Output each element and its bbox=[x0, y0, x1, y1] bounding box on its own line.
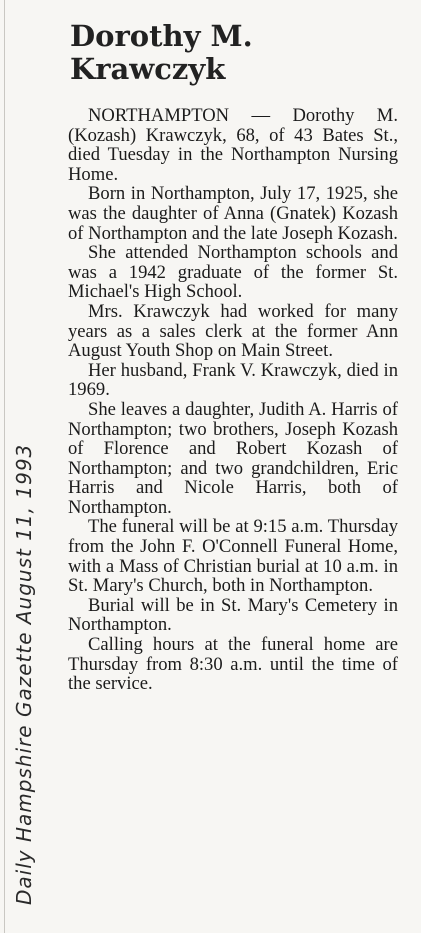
headline-line-1: Dorothy M. bbox=[70, 19, 253, 53]
paragraph-survivors: She leaves a daughter, Judith A. Harris of Northampton; two brothers, Joseph Kozash of Florence and Robert Kozash of Northampton; and two grandchildren, Eric Harris and Nicole Harris, both of Northampton. bbox=[68, 398, 398, 518]
handwritten-source-note: Daily Hampshire Gazette August 11, 1993 bbox=[12, 443, 36, 905]
paragraph-career: Mrs. Krawczyk had worked for many years as a sales clerk at the former Ann August Youth Shop on Main Street. bbox=[68, 300, 398, 362]
paragraph-burial: Burial will be in St. Mary's Cemetery in Northampton. bbox=[68, 594, 398, 636]
paragraph-husband: Her husband, Frank V. Krawczyk, died in 1969. bbox=[68, 359, 398, 401]
headline-line-2: Krawczyk bbox=[70, 52, 226, 86]
paragraph-funeral: The funeral will be at 9:15 a.m. Thursday from the John F. O'Connell Funeral Home, with a Mass of Christian burial at 10 a.m. in St. Mary's Church, both in Northampton. bbox=[68, 516, 398, 597]
paragraph-education: She attended Northampton schools and was a 1942 graduate of the former St. Michael's High School. bbox=[68, 242, 398, 303]
obituary-body bbox=[68, 106, 398, 694]
obituary-headline bbox=[70, 20, 410, 86]
page-edge-line bbox=[4, 0, 5, 933]
paragraph-birth: Born in Northampton, July 17, 1925, she was the daughter of Anna (Gnatek) Kozash of Northampton and the late Joseph Kozash. bbox=[68, 183, 398, 244]
paragraph-calling-hours: Calling hours at the funeral home are Thursday from 8:30 a.m. until the time of the service. bbox=[68, 634, 398, 695]
paragraph-dateline: NORTHAMPTON — Dorothy M. (Kozash) Krawczyk, 68, of 43 Bates St., died Tuesday in the Northampton Nursing Home. bbox=[68, 105, 398, 185]
